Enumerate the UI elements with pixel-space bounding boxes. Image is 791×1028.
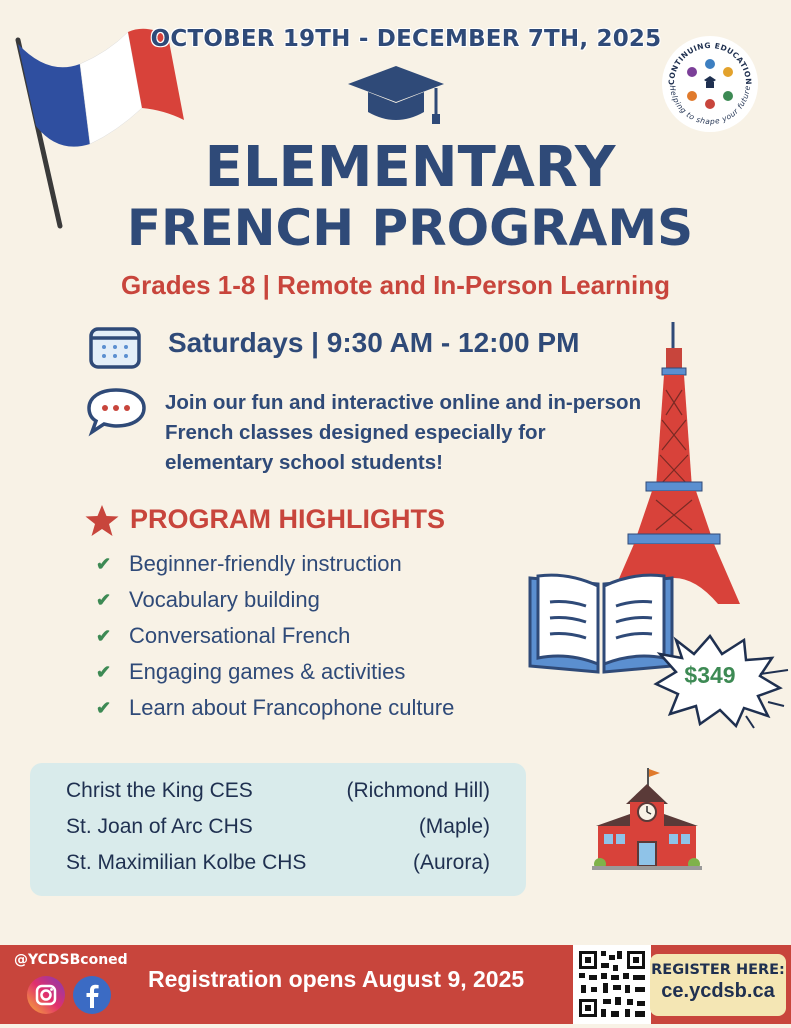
location-name: Christ the King CES <box>66 779 253 802</box>
highlights-list <box>96 546 454 726</box>
highlight-item: ✔ Vocabulary building <box>96 587 320 612</box>
qr-code[interactable] <box>573 945 651 1024</box>
calendar-icon <box>88 323 142 371</box>
program-description: Join our fun and interactive online and in-person French classes designed especially for elementary school students! <box>165 391 642 474</box>
price-label: $349 <box>684 662 736 688</box>
checkmark-icon: ✔ <box>96 661 112 682</box>
location-city: (Aurora) <box>412 851 490 874</box>
speech-bubble-icon <box>86 386 148 438</box>
location-name: St. Joan of Arc CHS <box>66 815 253 838</box>
location-city: (Maple) <box>418 815 490 838</box>
svg-text:CONTINUING EDUCATION: CONTINUING EDUCATION <box>666 40 754 86</box>
checkmark-icon: ✔ <box>96 625 112 646</box>
highlight-item: ✔ Beginner-friendly instruction <box>96 551 402 576</box>
location-row <box>66 815 490 845</box>
checkmark-icon: ✔ <box>96 589 112 610</box>
facebook-icon[interactable] <box>72 975 112 1015</box>
highlight-item: ✔ Conversational French <box>96 623 351 648</box>
location-row <box>66 851 490 881</box>
location-name: St. Maximilian Kolbe CHS <box>66 851 307 874</box>
checkmark-icon: ✔ <box>96 553 112 574</box>
grades-subtitle: Grades 1-8 | Remote and In-Person Learning <box>120 270 671 300</box>
location-row <box>66 779 490 809</box>
program-dates: OCTOBER 19TH - DECEMBER 7TH, 2025 <box>150 26 662 52</box>
school-building-icon <box>592 766 702 872</box>
schedule-text: Saturdays | 9:30 AM - 12:00 PM <box>168 327 580 358</box>
page-title-line1: ELEMENTARY <box>204 135 616 200</box>
highlights-title: PROGRAM HIGHLIGHTS <box>130 504 445 534</box>
social-handle[interactable]: @YCDSBconed <box>14 952 128 968</box>
locations-box <box>30 763 526 896</box>
register-label: REGISTER HERE: <box>651 962 785 978</box>
page-title-line2: FRENCH PROGRAMS <box>126 199 694 257</box>
graduation-cap-icon <box>344 62 448 128</box>
svg-text:Helping to shape your future: Helping to shape your future <box>667 84 753 127</box>
register-here-box[interactable] <box>650 954 786 1016</box>
location-city: (Richmond Hill) <box>346 779 490 802</box>
register-url-link[interactable]: ce.ycdsb.ca <box>661 980 775 1002</box>
checkmark-icon: ✔ <box>96 697 112 718</box>
highlight-item: ✔ Learn about Francophone culture <box>96 695 455 720</box>
star-icon <box>84 504 120 538</box>
continuing-education-logo-text <box>660 34 760 134</box>
highlight-item: ✔ Engaging games & activities <box>96 659 406 684</box>
registration-date: Registration opens August 9, 2025 <box>148 966 525 992</box>
instagram-icon[interactable] <box>26 975 66 1015</box>
eiffel-tower-icon <box>600 320 760 610</box>
